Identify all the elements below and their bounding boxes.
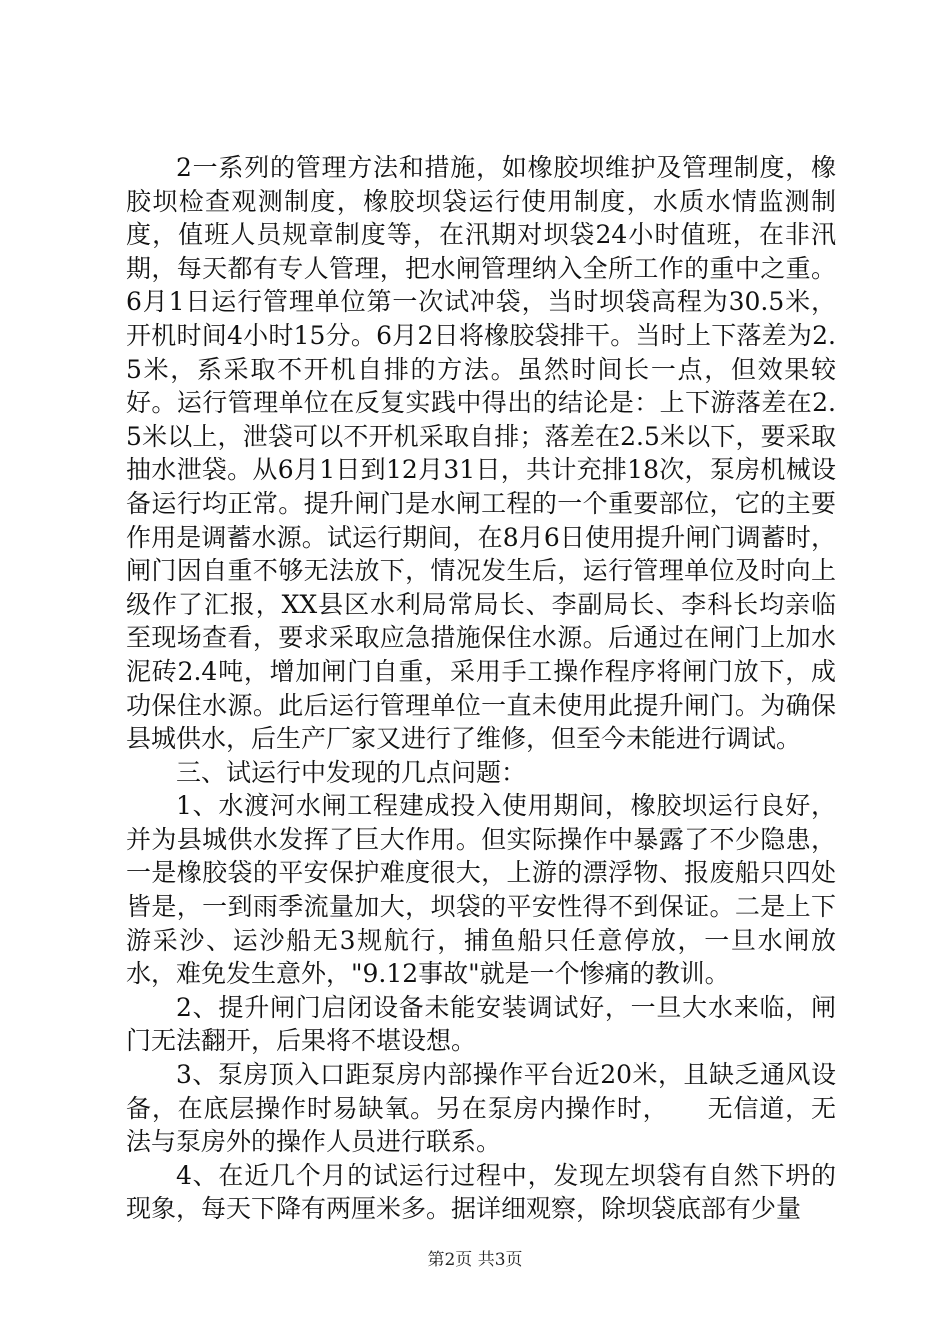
page-number-footer: 第2页 共3页 [427,1250,523,1270]
paragraph-issue-1: 1、水渡河水闸工程建成投入使用期间，橡胶坝运行良好，并为县城供水发挥了巨大作用。但实际操作中暴露了不少隐患，一是橡胶袋的平安保护难度很大，上游的漂浮物、报废船只四处皆是，一到雨季流量加大，坝袋的平安性得不到保证。二是上下游采沙、运沙船无3规航行，捕鱼船只任意停放，一旦水闸放水，难免发生意外，"9.12事故"就是一个惨痛的教训。 [126,791,836,989]
paragraph-issue-2: 2、提升闸门启闭设备未能安装调试好，一旦大水来临，闸门无法翻开，后果将不堪设想。 [126,992,836,1056]
paragraph-issue-4: 4、在近几个月的试运行过程中，发现左坝袋有自然下坍的现象，每天下降有两厘米多。据详细观察，除坝袋底部有少量 [126,1160,836,1224]
document-body [126,151,836,1226]
paragraph-issue-3: 3、泵房顶入口距泵房内部操作平台近20米，且缺乏通风设备，在底层操作时易缺氧。另在泵房内操作时， 无信道，无法与泵房外的操作人员进行联系。 [126,1060,836,1157]
paragraph-management-measures: 2一系列的管理方法和措施，如橡胶坝维护及管理制度，橡胶坝检查观测制度，橡胶坝袋运行使用制度，水质水情监测制度，值班人员规章制度等，在汛期对坝袋24小时值班，在非汛期，每天都有专人管理，把水闸管理纳入全所工作的重中之重。6月1日运行管理单位第一次试冲袋，当时坝袋高程为30.5米，开机时间4小时15分。6月2日将橡胶袋排干。当时上下落差为2.5米，系采取不开机自排的方法。虽然时间长一点，但效果较好。运行管理单位在反复实践中得出的结论是：上下游落差在2.5米以上，泄袋可以不开机采取自排；落差在2.5米以下，要采取抽水泄袋。从6月1日到12月31日，共计充排18次，泵房机械设备运行均正常。提升闸门是水闸工程的一个重要部位，它的主要作用是调蓄水源。试运行期间，在8月6日使用提升闸门调蓄时，闸门因自重不够无法放下，情况发生后，运行管理单位及时向上级作了汇报，XX县区水利局常局长、李副局长、李科长均亲临至现场查看，要求采取应急措施保住水源。后通过在闸门上加水泥砖2.4吨，增加闸门自重，采用手工操作程序将闸门放下，成功保住水源。此后运行管理单位一直未使用此提升闸门。为确保县城供水，后生产厂家又进行了维修，但至今未能进行调试。 [126,153,836,754]
section-heading-issues: 三、试运行中发现的几点问题： [176,757,527,787]
